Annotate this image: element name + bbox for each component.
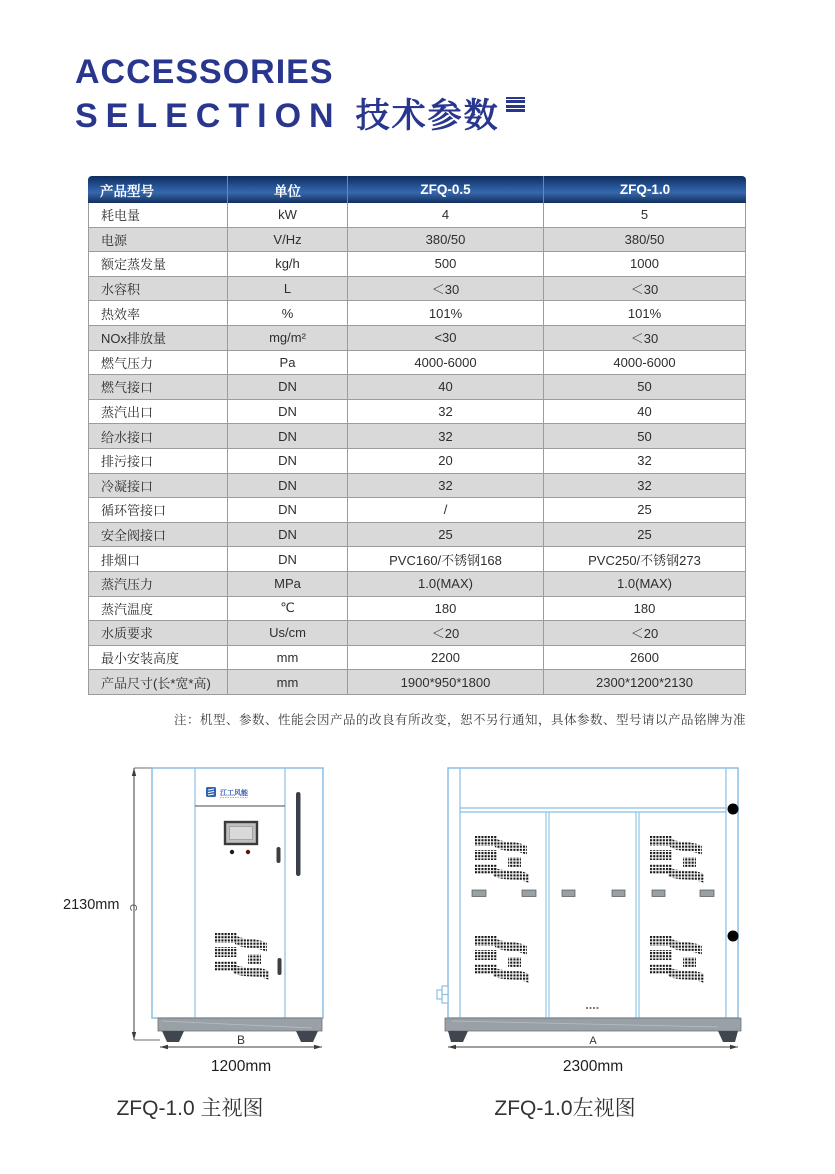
spec-value-cell: 50 (544, 424, 746, 449)
hinge-dot-top (728, 804, 739, 815)
title-line2-en: SELECTION (75, 97, 342, 136)
spec-value-cell: / (348, 498, 544, 523)
side-view-drawing (418, 756, 758, 1090)
spec-value-cell: 32 (348, 424, 544, 449)
button-right (246, 850, 250, 854)
table-row (88, 621, 746, 646)
spec-value-cell: 380/50 (348, 228, 544, 253)
spec-value-cell: V/Hz (228, 228, 348, 253)
spec-value-cell: 101% (348, 301, 544, 326)
title-line1: ACCESSORIES (75, 53, 334, 91)
height-dimension-label: 2130mm (63, 897, 120, 913)
spec-value-cell: mg/m² (228, 326, 348, 351)
tall-handle-bar (296, 792, 301, 876)
door-slot-upper (277, 847, 281, 863)
footnote: 注：机型、参数、性能会因产品的改良有所改变，恕不另行通知，具体参数、型号请以产品铭牌为准 (173, 713, 746, 727)
spec-value-cell: Us/cm (228, 621, 348, 646)
spec-value-cell: 1.0(MAX) (348, 572, 544, 597)
spec-table (88, 176, 746, 695)
table-row (88, 474, 746, 499)
door-slot-lower (278, 958, 282, 975)
table-header-row (88, 176, 746, 203)
spec-value-cell: PVC250/不锈钢273 (544, 547, 746, 572)
foot-right (296, 1031, 318, 1042)
spec-value-cell: 40 (544, 400, 746, 425)
foot-right (718, 1031, 738, 1042)
spec-value-cell: DN (228, 498, 348, 523)
stacked-lines-icon (506, 97, 525, 114)
spec-name-cell: 蒸汽压力 (88, 572, 228, 597)
spec-value-cell: DN (228, 375, 348, 400)
header-zfq05: ZFQ-0.5 (348, 176, 544, 203)
spec-value-cell: 20 (348, 449, 544, 474)
spec-value-cell: PVC160/不锈钢168 (348, 547, 544, 572)
spec-name-cell: 热效率 (88, 301, 228, 326)
spec-value-cell: ＜30 (544, 277, 746, 302)
table-row (88, 400, 746, 425)
table-row (88, 252, 746, 277)
hinge-dot-bottom (728, 931, 739, 942)
width-dimension-letter: B (236, 1033, 246, 1047)
table-row (88, 203, 746, 228)
spec-name-cell: 循环管接口 (88, 498, 228, 523)
spec-value-cell: 25 (544, 523, 746, 548)
spec-value-cell: 25 (544, 498, 746, 523)
spec-value-cell: 40 (348, 375, 544, 400)
table-row (88, 646, 746, 671)
spec-value-cell: DN (228, 400, 348, 425)
front-view-caption: ZFQ-1.0 主视图 (116, 1097, 264, 1120)
spec-name-cell: 燃气接口 (88, 375, 228, 400)
spec-name-cell: 电源 (88, 228, 228, 253)
spec-value-cell: 32 (544, 474, 746, 499)
spec-value-cell: 32 (544, 449, 746, 474)
spec-value-cell: 32 (348, 400, 544, 425)
spec-value-cell: 1900*950*1800 (348, 670, 544, 695)
spec-value-cell: 2600 (544, 646, 746, 671)
spec-value-cell: <30 (348, 326, 544, 351)
spec-value-cell: mm (228, 646, 348, 671)
table-row (88, 424, 746, 449)
table-row (88, 547, 746, 572)
spec-value-cell: 380/50 (544, 228, 746, 253)
button-left (230, 850, 234, 854)
spec-name-cell: NOx排放量 (88, 326, 228, 351)
width-dimension-label: 1200mm (210, 1058, 272, 1075)
spec-value-cell: 32 (348, 474, 544, 499)
spec-value-cell: DN (228, 474, 348, 499)
spec-name-cell: 水容积 (88, 277, 228, 302)
spec-name-cell: 最小安装高度 (88, 646, 228, 671)
table-row (88, 449, 746, 474)
spec-value-cell: 180 (544, 597, 746, 622)
height-dimension-letter: C (127, 904, 138, 912)
spec-value-cell: 50 (544, 375, 746, 400)
spec-value-cell: ＜20 (348, 621, 544, 646)
spec-name-cell: 排污接口 (88, 449, 228, 474)
header-unit: 单位 (228, 176, 348, 203)
page-title (75, 50, 525, 138)
spec-value-cell: DN (228, 424, 348, 449)
spec-value-cell: L (228, 277, 348, 302)
spec-value-cell: 2300*1200*2130 (544, 670, 746, 695)
spec-value-cell: mm (228, 670, 348, 695)
spec-name-cell: 燃气压力 (88, 351, 228, 376)
foot-left (448, 1031, 468, 1042)
spec-value-cell: 1000 (544, 252, 746, 277)
table-row (88, 277, 746, 302)
spec-name-cell: 额定蒸发量 (88, 252, 228, 277)
spec-value-cell: ＜20 (544, 621, 746, 646)
width-dimension-letter: A (589, 1035, 597, 1047)
pipe-fitting (437, 986, 448, 1003)
spec-value-cell: 4 (348, 203, 544, 228)
table-row (88, 670, 746, 695)
table-row (88, 498, 746, 523)
table-row (88, 375, 746, 400)
spec-value-cell: 4000-6000 (348, 351, 544, 376)
spec-name-cell: 产品尺寸(长*宽*高) (88, 670, 228, 695)
cabinet-outline (448, 768, 738, 1018)
title-line2 (75, 94, 525, 138)
spec-value-cell: kg/h (228, 252, 348, 277)
spec-value-cell: 2200 (348, 646, 544, 671)
side-view-caption: ZFQ-1.0左视图 (494, 1097, 636, 1120)
width-dimension-label: 2300mm (562, 1058, 624, 1075)
spec-value-cell: Pa (228, 351, 348, 376)
spec-name-cell: 耗电量 (88, 203, 228, 228)
spec-name-cell: 水质要求 (88, 621, 228, 646)
spec-value-cell: kW (228, 203, 348, 228)
spec-name-cell: 冷凝接口 (88, 474, 228, 499)
spec-value-cell: ＜30 (544, 326, 746, 351)
table-row (88, 351, 746, 376)
front-view-drawing (50, 756, 390, 1090)
spec-value-cell: ＜30 (348, 277, 544, 302)
foot-left (162, 1031, 184, 1042)
header-product-model: 产品型号 (88, 176, 228, 203)
spec-value-cell: DN (228, 523, 348, 548)
table-row (88, 228, 746, 253)
brand-name: 江工风能 (220, 790, 248, 797)
spec-value-cell: 101% (544, 301, 746, 326)
table-row (88, 326, 746, 351)
table-row (88, 523, 746, 548)
title-line2-cn: 技术参数 (355, 97, 500, 136)
spec-value-cell: 180 (348, 597, 544, 622)
table-row (88, 597, 746, 622)
spec-value-cell: 25 (348, 523, 544, 548)
spec-value-cell: 5 (544, 203, 746, 228)
spec-value-cell: DN (228, 547, 348, 572)
header-zfq10: ZFQ-1.0 (544, 176, 746, 203)
table-row (88, 572, 746, 597)
table-row (88, 301, 746, 326)
spec-value-cell: 4000-6000 (544, 351, 746, 376)
spec-value-cell: MPa (228, 572, 348, 597)
spec-value-cell: DN (228, 449, 348, 474)
spec-name-cell: 排烟口 (88, 547, 228, 572)
spec-value-cell: % (228, 301, 348, 326)
spec-value-cell: 1.0(MAX) (544, 572, 746, 597)
spec-name-cell: 给水接口 (88, 424, 228, 449)
spec-value-cell: 500 (348, 252, 544, 277)
spec-value-cell: ℃ (228, 597, 348, 622)
spec-name-cell: 安全阀接口 (88, 523, 228, 548)
spec-name-cell: 蒸汽出口 (88, 400, 228, 425)
spec-table-body (88, 203, 746, 695)
spec-name-cell: 蒸汽温度 (88, 597, 228, 622)
